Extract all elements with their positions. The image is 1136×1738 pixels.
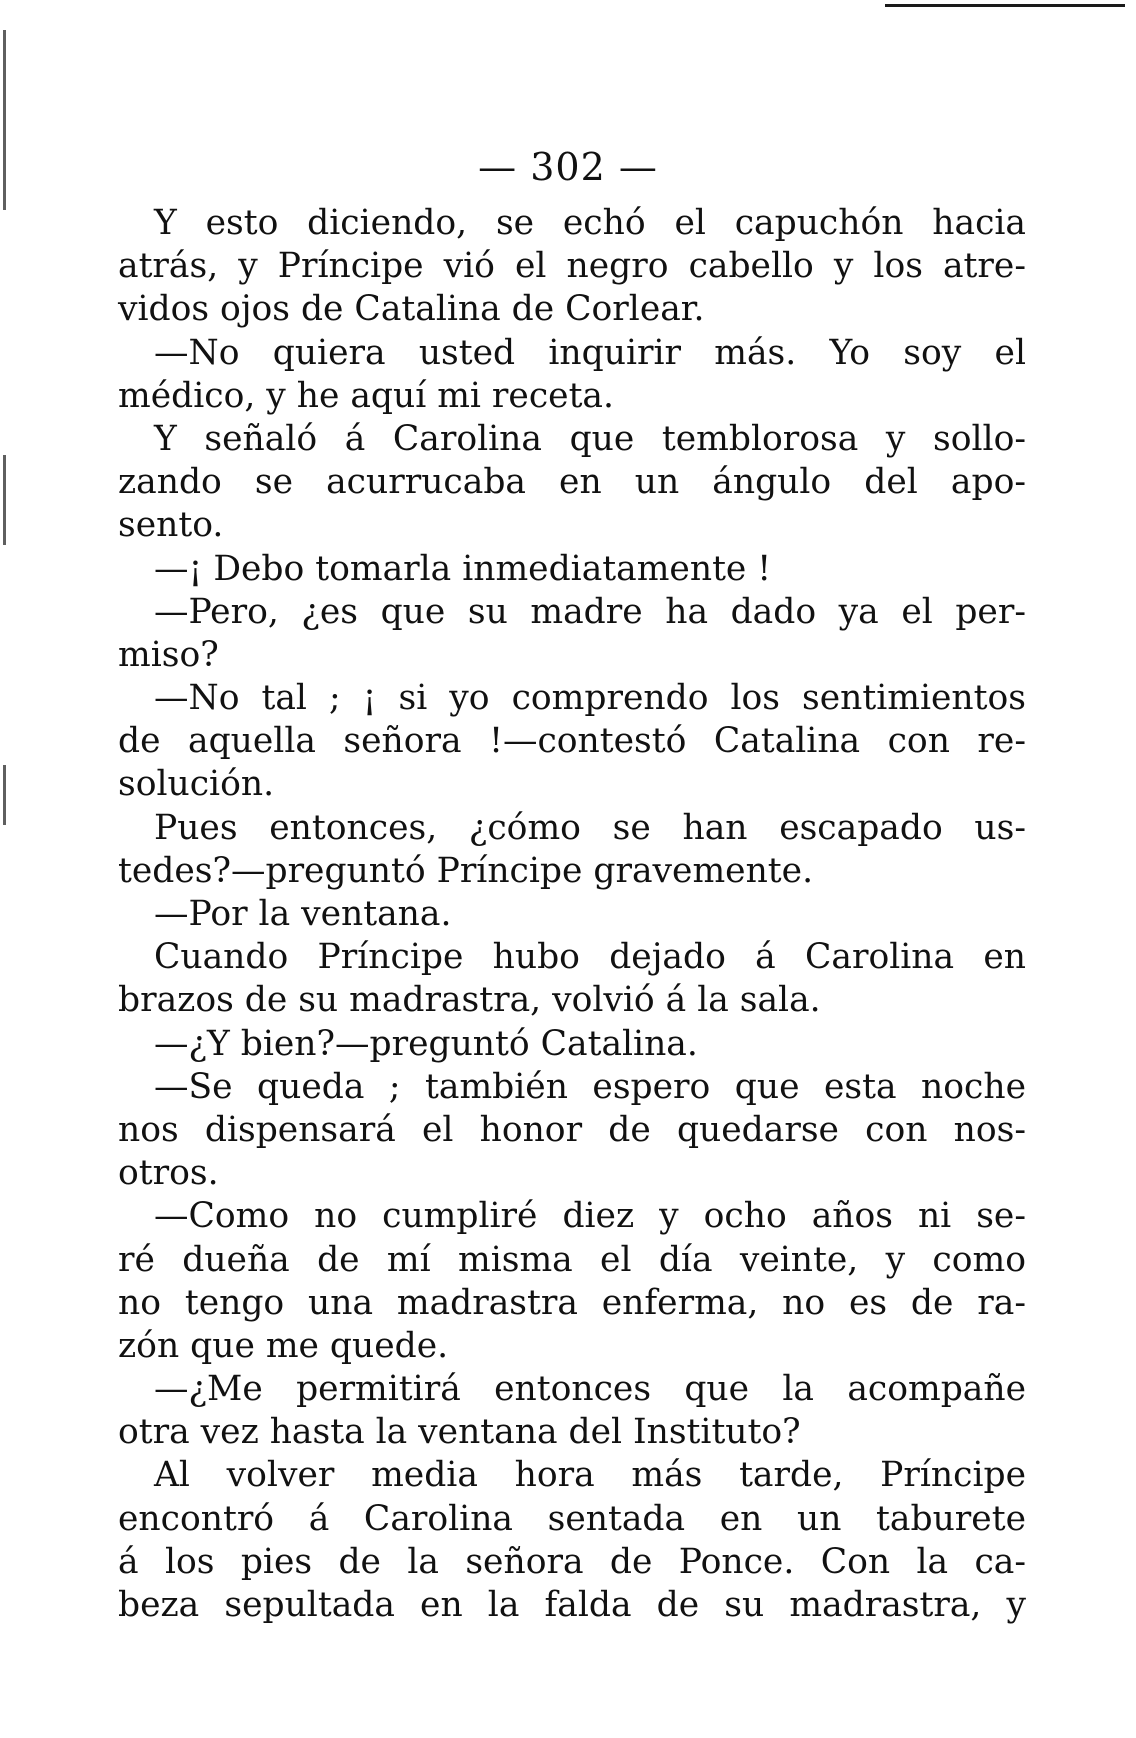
text-line: nos dispensará el honor de quedarse con nos- — [118, 1109, 1026, 1150]
text-line: tedes?—preguntó Príncipe gravemente. — [118, 850, 814, 891]
binding-edge-mark — [3, 765, 6, 825]
page-number: — 302 — — [478, 145, 658, 189]
text-line: Y señaló á Carolina que temblorosa y sollo- — [154, 418, 1026, 459]
text-line: —¿Me permitirá entonces que la acompañe — [154, 1369, 1026, 1410]
text-line: —¿Y bien?—preguntó Catalina. — [154, 1023, 698, 1064]
text-line: no tengo una madrastra enferma, no es de ra- — [118, 1282, 1026, 1323]
text-line: atrás, y Príncipe vió el negro cabello y los atre- — [118, 246, 1026, 287]
binding-edge-mark — [3, 455, 6, 545]
body-text — [118, 202, 1026, 1627]
text-line: Y esto diciendo, se echó el capuchón hacia — [154, 203, 1026, 243]
top-edge-rule — [885, 4, 1125, 7]
text-line: Cuando Príncipe hubo dejado á Carolina en — [154, 937, 1026, 978]
text-line: zón que me quede. — [118, 1325, 449, 1366]
text-line: —¡ Debo tomarla inmediatamente ! — [154, 548, 772, 589]
text-line: —Como no cumpliré diez y ocho años ni se- — [154, 1196, 1026, 1237]
text-line: miso? — [118, 634, 219, 675]
text-line: encontró á Carolina sentada en un taburete — [118, 1498, 1026, 1539]
text-line: —Por la ventana. — [154, 894, 452, 934]
text-line: Al volver media hora más tarde, Príncipe — [154, 1455, 1026, 1496]
text-line: zando se acurrucaba en un ángulo del apo- — [118, 462, 1026, 503]
text-line: sento. — [118, 505, 224, 546]
text-line: brazos de su madrastra, volvió á la sala. — [118, 980, 821, 1021]
text-line: de aquella señora !—contestó Catalina con re- — [118, 721, 1026, 762]
text-line: vidos ojos de Catalina de Corlear. — [118, 289, 705, 330]
text-line: médico, y he aquí mi receta. — [118, 375, 614, 416]
text-line: solución. — [118, 764, 275, 805]
text-line: Pues entonces, ¿cómo se han escapado us- — [154, 807, 1026, 848]
text-line: á los pies de la señora de Ponce. Con la ca- — [118, 1541, 1026, 1582]
text-line: —Se queda ; también espero que esta noche — [154, 1066, 1026, 1107]
text-line: —No quiera usted inquirir más. Yo soy el — [154, 332, 1026, 373]
text-line: otra vez hasta la ventana del Instituto? — [118, 1412, 801, 1453]
text-line: otros. — [118, 1153, 219, 1194]
text-line: —Pero, ¿es que su madre ha dado ya el per- — [154, 591, 1026, 632]
text-line: beza sepultada en la falda de su madrastra, y — [118, 1585, 1026, 1625]
text-line: ré dueña de mí misma el día veinte, y como — [118, 1239, 1026, 1280]
text-line: —No tal ; ¡ si yo comprendo los sentimientos — [154, 678, 1026, 719]
